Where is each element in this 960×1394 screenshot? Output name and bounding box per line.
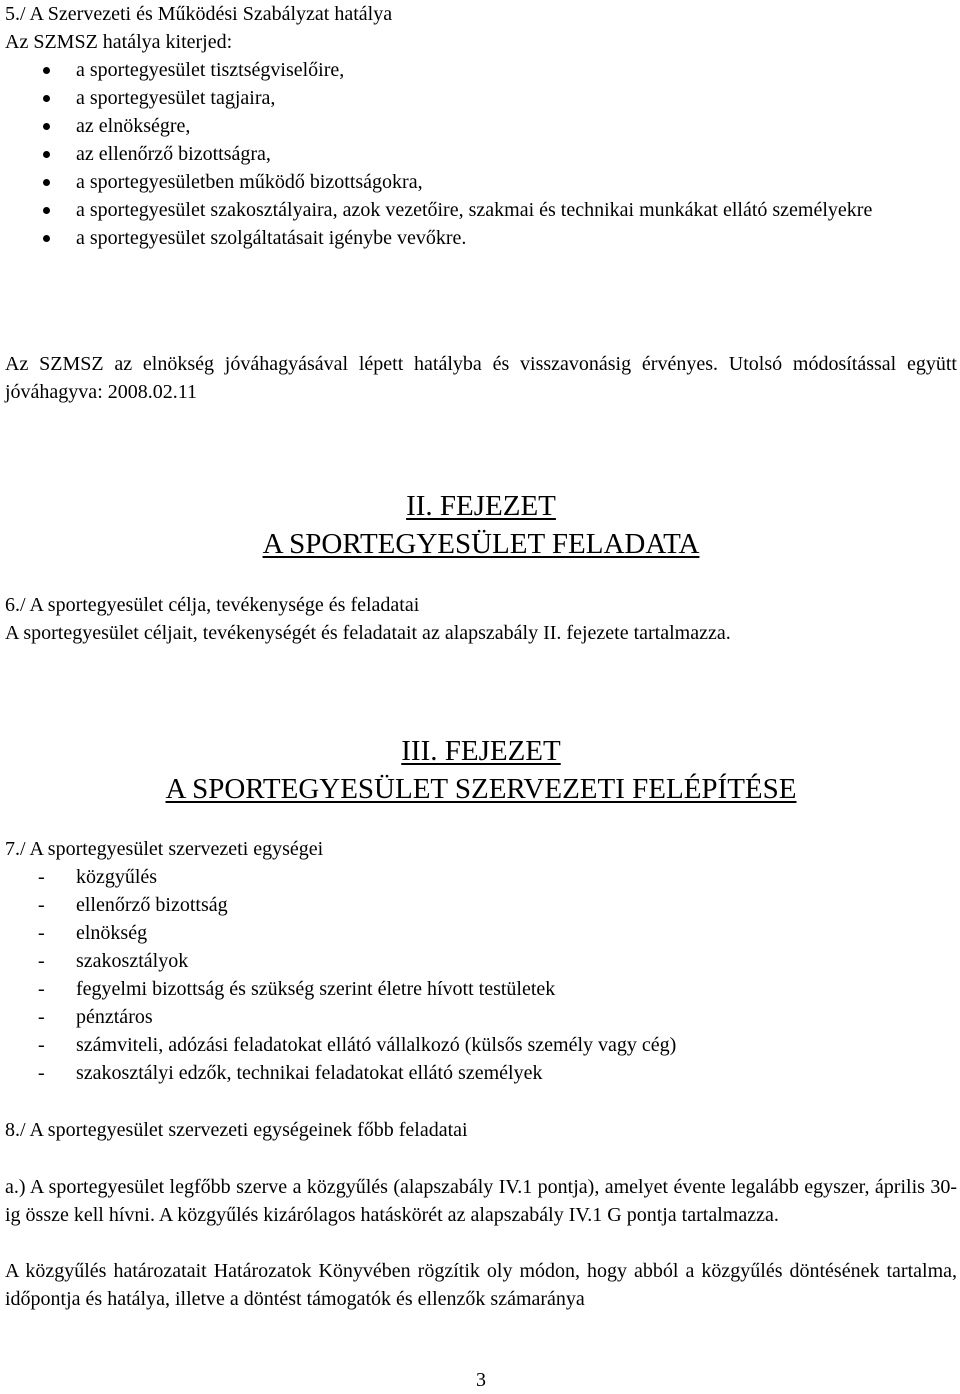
list-item: az elnökségre, [5,112,957,140]
section-5 [5,0,957,252]
list-item: a sportegyesület szakosztályaira, azok vezetőire, szakmai és technikai munkákat ellátó személyekre [5,196,957,224]
list-item: - fegyelmi bizottság és szükség szerint életre hívott testületek [38,978,556,1000]
section-6-title: 6./ A sportegyesület célja, tevékenysége és feladatai [5,594,420,616]
section-6 [5,591,957,647]
list-item: - szakosztályi edzők, technikai feladatokat ellátó személyek [38,1062,543,1084]
chapter-3-title: A SPORTEGYESÜLET SZERVEZETI FELÉPÍTÉSE [165,773,797,805]
section-8-title: 8./ A sportegyesület szervezeti egységeinek főbb feladatai [5,1119,468,1141]
section-7 [5,835,957,1087]
list-item: - szakosztályok [38,950,189,972]
document-page [5,0,957,1390]
list-item: a sportegyesületben működő bizottságokra, [5,168,957,196]
bullet-icon [43,151,50,158]
section-7-title: 7./ A sportegyesület szervezeti egységei [5,838,324,860]
list-item: az ellenőrző bizottságra, [5,140,957,168]
list-item: a sportegyesület tisztségviselőire, [5,56,957,84]
section-8-paragraph-b: A közgyűlés határozatait Határozatok Könyvében rögzítik oly módon, hogy abból a közgyűlés döntésének tartalma, időpontja és hatálya, illetve a döntést támogatók és ellenzők számaránya [5,1260,957,1310]
list-item: a sportegyesület tagjaira, [5,84,957,112]
bullet-icon [43,179,50,186]
section-8-paragraph-a: a.) A sportegyesület legfőbb szerve a közgyűlés (alapszabály IV.1 pontja), amelyet évente legalább egyszer, április 30-ig össze kell hívni. A közgyűlés kizárólagos hatáskörét az alapszabály IV.1 G pontja tartalmazza. [5,1176,957,1226]
list-item: - ellenőrző bizottság [38,894,228,916]
chapter-2-number: II. FEJEZET [406,490,556,522]
list-item: - közgyűlés [38,866,158,888]
page-number: 3 [476,1369,486,1391]
bullet-icon [43,235,50,242]
bullet-icon [43,207,50,214]
list-item: - számviteli, adózási feladatokat ellátó vállalkozó (külsős személy vagy cég) [38,1034,677,1056]
units-list [5,863,957,1087]
section-5-intro: Az SZMSZ hatálya kiterjed: [5,31,233,53]
chapter-3-number: III. FEJEZET [401,735,561,767]
section-6-text: A sportegyesület céljait, tevékenységét és feladatait az alapszabály II. fejezete tartalmazza. [5,622,731,644]
bullet-icon [43,67,50,74]
chapter-2-title: A SPORTEGYESÜLET FELADATA [262,528,700,560]
bullet-icon [43,95,50,102]
list-item: - elnökség [38,922,148,944]
scope-list [5,56,957,252]
validity-paragraph: Az SZMSZ az elnökség jóváhagyásával lépett hatályba és visszavonásig érvényes. Utolsó módosítással együtt jóváhagyva: 2008.02.11 [5,353,957,403]
list-item: a sportegyesület szolgáltatásait igénybe vevőkre. [5,224,957,252]
list-item: - pénztáros [38,1006,153,1028]
bullet-icon [43,123,50,130]
section-5-title: 5./ A Szervezeti és Működési Szabályzat hatálya [5,3,393,25]
